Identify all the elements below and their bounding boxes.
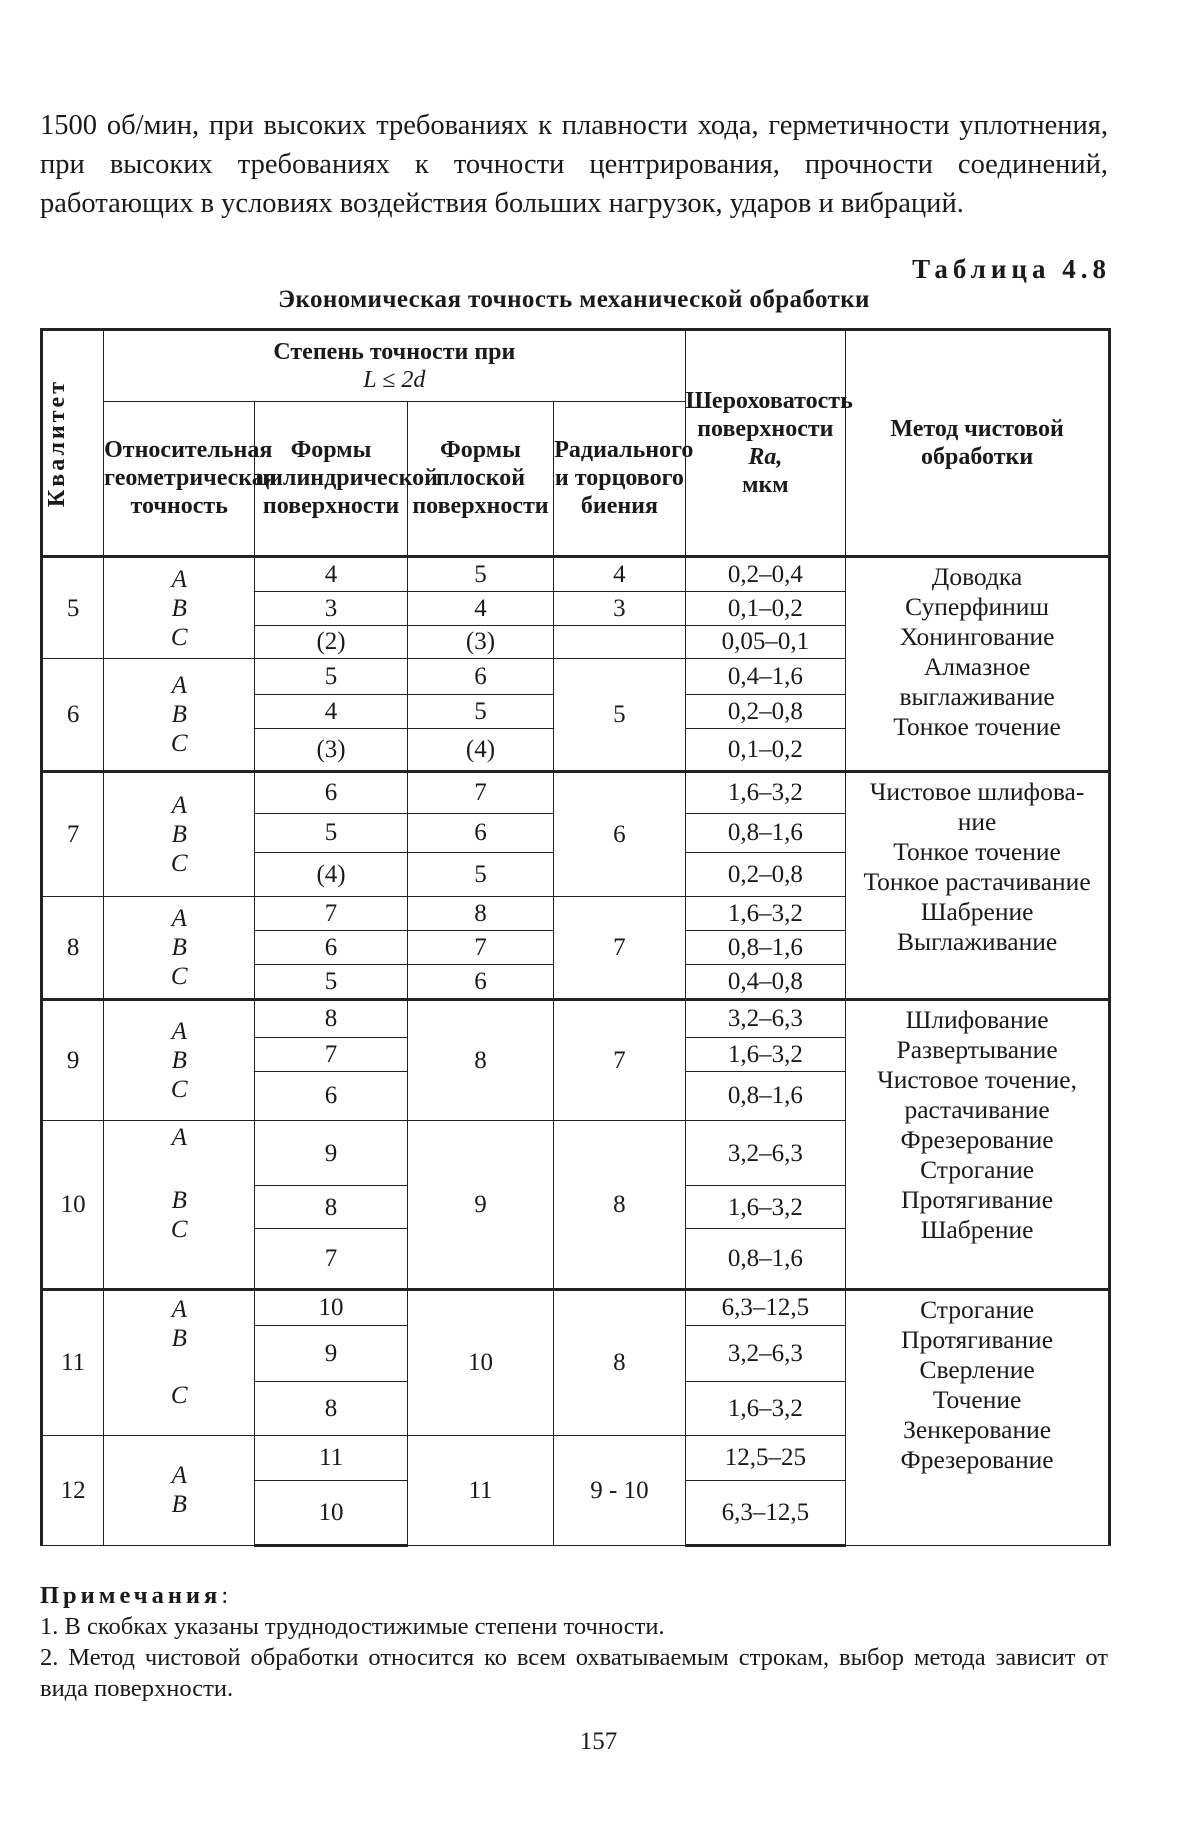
method-line: Протягивание — [901, 1324, 1054, 1354]
header-stepen — [104, 330, 685, 402]
method-line: Шабрение — [920, 1214, 1034, 1244]
method-cell — [846, 1289, 1110, 1545]
header-roughness-text: Шероховатость поверхности — [685, 388, 853, 442]
flat-cell: 6 — [407, 964, 554, 999]
flat-cell: (3) — [407, 625, 554, 659]
cyl-cell: 9 — [255, 1325, 407, 1381]
method-line: растачивание — [904, 1094, 1050, 1124]
ra-cell: 0,4–1,6 — [685, 659, 846, 695]
flat-cell: 8 — [407, 999, 554, 1120]
method-line: Фрезерование — [900, 1444, 1054, 1474]
ra-cell: 3,2–6,3 — [685, 999, 846, 1037]
letter-a: A — [171, 905, 187, 933]
cyl-cell: 10 — [255, 1480, 407, 1545]
header-stepen-line2: L ≤ 2d — [363, 366, 426, 393]
ra-cell: 0,1–0,2 — [685, 728, 846, 771]
letters-cell — [104, 557, 255, 659]
ra-cell: 0,2–0,4 — [685, 557, 846, 592]
header-stepen-line1: Степень точности при — [273, 338, 516, 365]
ra-cell: 0,8–1,6 — [685, 814, 846, 852]
page-number: 157 — [579, 1728, 618, 1755]
method-line: Хонингование — [899, 622, 1055, 651]
method-line: Точение — [932, 1384, 1022, 1414]
ra-cell: 0,8–1,6 — [685, 931, 846, 965]
notes-heading: Примечания — [40, 1582, 222, 1609]
kvalitet-cell: 5 — [42, 557, 104, 659]
method-cell — [846, 771, 1110, 999]
letter-c: C — [170, 850, 188, 878]
cyl-cell: 7 — [255, 1037, 407, 1071]
method-line: Сверление — [919, 1354, 1035, 1384]
header-kvalitet — [42, 330, 104, 557]
ra-cell: 1,6–3,2 — [685, 897, 846, 931]
cyl-cell: (2) — [255, 625, 407, 659]
intro-paragraph: 1500 об/мин, при высоких требованиях к плавности хода, герметичности уплотнения, при высоких требованиях к точности центрирования, прочности соединений, работающих в условиях воздействия больших нагрузок, ударов и вибраций. — [40, 110, 1108, 219]
letter-a: A — [171, 1462, 187, 1490]
letters-cell — [104, 1435, 255, 1545]
ra-cell: 0,8–1,6 — [685, 1071, 846, 1120]
header-radial: Радиального и торцового биения — [554, 401, 685, 556]
kvalitet-cell: 9 — [42, 999, 104, 1120]
method-cell — [846, 999, 1110, 1289]
method-line: Строгание — [920, 1294, 1035, 1324]
letter-c: C — [170, 1381, 188, 1409]
ra-cell: 1,6–3,2 — [685, 1037, 846, 1071]
cyl-cell: 8 — [255, 999, 407, 1037]
letter-b: B — [171, 594, 187, 622]
radial-cell: 8 — [554, 1289, 685, 1435]
flat-cell: 9 — [407, 1121, 554, 1290]
letter-c: C — [170, 963, 188, 991]
flat-cell: 5 — [407, 852, 554, 897]
flat-cell: (4) — [407, 728, 554, 771]
radial-cell: 5 — [554, 659, 685, 771]
cyl-cell: 4 — [255, 695, 407, 729]
cyl-cell: 4 — [255, 557, 407, 592]
cyl-cell: (4) — [255, 852, 407, 897]
cyl-cell: 5 — [255, 659, 407, 695]
radial-cell: 7 — [554, 897, 685, 999]
ra-cell: 0,8–1,6 — [685, 1228, 846, 1289]
letter-c: C — [170, 1075, 188, 1103]
flat-cell: 7 — [407, 771, 554, 814]
header-rel: Относительная геометрическая точность — [104, 401, 255, 556]
precision-table — [40, 328, 1111, 1547]
notes-block — [40, 1580, 1108, 1704]
method-line: Выглаживание — [896, 926, 1058, 956]
ra-cell: 1,6–3,2 — [685, 1186, 846, 1229]
method-line: Шлифование — [905, 1004, 1049, 1034]
flat-cell: 6 — [407, 814, 554, 852]
ra-cell: 0,2–0,8 — [685, 695, 846, 729]
method-line: Тонкое точение — [893, 712, 1061, 741]
header-roughness — [685, 330, 853, 557]
note-1: 1. В скобках указаны труднодостижимые степени точности. — [40, 1613, 665, 1640]
letters-cell — [104, 897, 255, 999]
kvalitet-cell: 11 — [42, 1289, 104, 1435]
table-label: Таблица 4.8 — [912, 254, 1111, 284]
cyl-cell: 6 — [255, 1071, 407, 1120]
ra-cell: 12,5–25 — [685, 1435, 846, 1480]
cyl-cell: 10 — [255, 1289, 407, 1325]
method-line: Протягивание — [901, 1184, 1054, 1214]
ra-cell: 0,1–0,2 — [685, 591, 846, 625]
header-cyl: Формы цилиндрической поверхности — [255, 401, 407, 556]
radial-cell: 3 — [554, 591, 685, 625]
method-line: выглаживание — [899, 682, 1055, 711]
flat-cell: 5 — [407, 695, 554, 729]
kvalitet-cell: 8 — [42, 897, 104, 999]
method-line: ние — [957, 806, 997, 836]
method-cell — [846, 557, 1110, 772]
method-line: Суперфиниш — [905, 592, 1050, 621]
letter-a: A — [171, 671, 187, 699]
header-flat: Формы плоской поверхности — [407, 401, 554, 556]
radial-cell — [554, 625, 685, 659]
letter-b: B — [171, 821, 187, 849]
header-kvalitet-text: Квалитет — [44, 378, 70, 508]
letter-b: B — [171, 1187, 187, 1215]
ra-cell: 1,6–3,2 — [685, 1381, 846, 1435]
header-method: Метод чистовой обработки — [846, 330, 1110, 557]
table-title: Экономическая точность механической обработки — [278, 286, 870, 313]
letter-a: A — [171, 565, 187, 593]
letters-cell — [104, 771, 255, 897]
cyl-cell: (3) — [255, 728, 407, 771]
ra-cell: 6,3–12,5 — [685, 1289, 846, 1325]
header-roughness-ra: Ra, — [748, 444, 783, 470]
radial-cell: 8 — [554, 1121, 685, 1290]
kvalitet-cell: 10 — [42, 1121, 104, 1290]
method-line: Шабрение — [920, 896, 1034, 926]
letter-a: A — [171, 1124, 187, 1152]
letters-cell — [104, 999, 255, 1120]
kvalitet-cell: 6 — [42, 659, 104, 771]
letters-cell — [104, 659, 255, 771]
ra-cell: 0,2–0,8 — [685, 852, 846, 897]
method-line: Фрезерование — [900, 1124, 1054, 1154]
header-roughness-unit: мкм — [742, 472, 789, 498]
ra-cell: 0,4–0,8 — [685, 964, 846, 999]
letter-c: C — [170, 1216, 188, 1244]
letter-b: B — [171, 700, 187, 728]
kvalitet-cell: 7 — [42, 771, 104, 897]
ra-cell: 3,2–6,3 — [685, 1325, 846, 1381]
letter-b: B — [171, 1046, 187, 1074]
cyl-cell: 8 — [255, 1381, 407, 1435]
cyl-cell: 7 — [255, 1228, 407, 1289]
cyl-cell: 5 — [255, 814, 407, 852]
letters-cell — [104, 1289, 255, 1435]
method-line: Зенкерование — [903, 1414, 1052, 1444]
letter-b: B — [171, 1324, 187, 1352]
ra-cell: 1,6–3,2 — [685, 771, 846, 814]
letters-cell — [104, 1121, 255, 1290]
letter-a: A — [171, 1295, 187, 1323]
method-line: Тонкое растачивание — [863, 866, 1091, 896]
letter-a: A — [171, 792, 187, 820]
radial-cell: 4 — [554, 557, 685, 592]
method-line: Строгание — [920, 1154, 1035, 1184]
ra-cell: 6,3–12,5 — [685, 1480, 846, 1545]
method-line: Чистовое точение, — [877, 1064, 1077, 1094]
flat-cell: 7 — [407, 931, 554, 965]
cyl-cell: 5 — [255, 964, 407, 999]
method-line: Развертывание — [896, 1034, 1058, 1064]
letter-b: B — [171, 1491, 187, 1519]
letter-c: C — [170, 623, 188, 651]
note-2: 2. Метод чистовой обработки относится ко всем охватываемым строкам, выбор метода зависит от вида поверхности. — [40, 1644, 1108, 1702]
method-line: Алмазное — [923, 652, 1031, 681]
cyl-cell: 3 — [255, 591, 407, 625]
flat-cell: 10 — [407, 1289, 554, 1435]
letter-c: C — [170, 729, 188, 757]
ra-cell: 3,2–6,3 — [685, 1121, 846, 1186]
method-line: Тонкое точение — [893, 836, 1061, 866]
method-line: Чистовое шлифова- — [869, 776, 1085, 806]
cyl-cell: 11 — [255, 1435, 407, 1480]
cyl-cell: 9 — [255, 1121, 407, 1186]
radial-cell: 7 — [554, 999, 685, 1120]
method-line: Доводка — [931, 562, 1023, 591]
flat-cell: 4 — [407, 591, 554, 625]
notes-colon: : — [221, 1582, 229, 1609]
ra-cell: 0,05–0,1 — [685, 625, 846, 659]
cyl-cell: 8 — [255, 1186, 407, 1229]
cyl-cell: 6 — [255, 931, 407, 965]
cyl-cell: 6 — [255, 771, 407, 814]
radial-cell: 9 - 10 — [554, 1435, 685, 1545]
flat-cell: 11 — [407, 1435, 554, 1545]
flat-cell: 8 — [407, 897, 554, 931]
kvalitet-cell: 12 — [42, 1435, 104, 1545]
radial-cell: 6 — [554, 771, 685, 897]
letter-a: A — [171, 1017, 187, 1045]
flat-cell: 5 — [407, 557, 554, 592]
letter-b: B — [171, 934, 187, 962]
flat-cell: 6 — [407, 659, 554, 695]
cyl-cell: 7 — [255, 897, 407, 931]
